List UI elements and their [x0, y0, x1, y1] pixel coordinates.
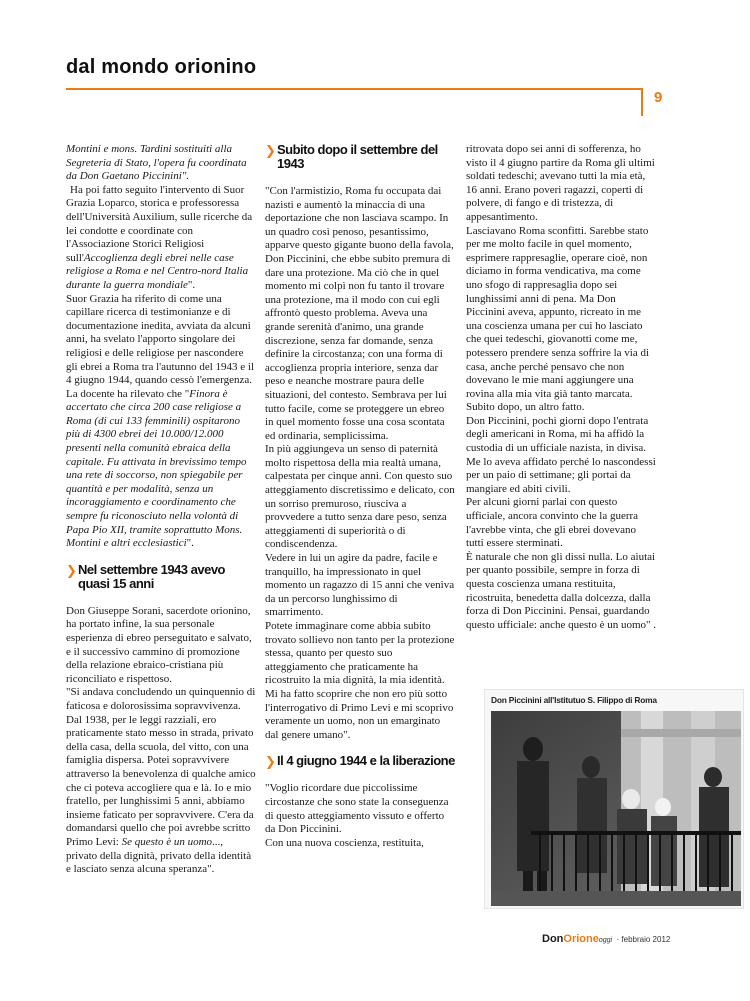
page-number: 9	[654, 89, 663, 106]
footer-brand	[542, 929, 670, 947]
col1-paragraph-3: Suor Grazia ha riferito di come una capillare ricerca di testimonianze e di documentazione inedita, avviata da alcuni anni, ha svelato l'apporto singolare dei religiosi e delle religiose per nascondere gli ebrei a Roma tra l'autunno del 1943 e il 4 giugno 1944, quando cessò l'emergenza.	[66, 292, 255, 387]
col1-p2-italic: Accoglienza degli ebrei nelle case religiose a Roma e nel Centro-nord Italia durante la guerra mondiale	[66, 251, 249, 291]
col2-paragraph-2: In più aggiungeva un senso di paternità molto rispettosa della mia realtà umana, calpestata per cinque anni. Con questo suo atteggiamento discretissimo e delicato, con un sorriso premuroso, riusciva a provvedere a tutto senza dare peso, senza atteggiamenti di superiorità o di condiscendenza.	[265, 443, 455, 551]
photo-caption: Don Piccinini all'Istitutuo S. Filippo di Roma	[491, 695, 657, 705]
column-1	[66, 143, 256, 877]
issue-date: · febbraio 2012	[616, 935, 671, 944]
chevron-right-icon: ❯	[265, 143, 276, 158]
brand-don: Don	[542, 933, 564, 945]
col2-paragraph-3: Vedere in lui un agire da padre, facile e tranquillo, ha impressionato in quel momento un ragazzo di 15 anni che veniva da un percorso lunghissimo di smarrimento.	[265, 552, 455, 619]
chevron-right-icon: ❯	[265, 754, 276, 770]
section-title: dal mondo orionino	[66, 56, 257, 78]
col2-paragraph-6: "Voglio ricordare due piccolissime circostanze che sono state la conseguenza di questo atteggiamento vissuto e offerto da Don Piccinini.	[265, 782, 449, 836]
column-2	[265, 143, 455, 850]
subheading-4-giugno-1944	[265, 754, 455, 768]
photo-box	[484, 689, 744, 909]
col1-p6-italic: Se questo è un uomo	[121, 835, 213, 848]
col2-paragraph-4: Potete immaginare come abbia subito trovato sollievo non tanto per la protezione stessa, quanto per questo suo atteggiamento che praticamente ha ricostruito la mia dignità, la mia identità.	[265, 620, 455, 687]
subheading-settembre-1943	[66, 563, 256, 591]
col1-paragraph-6	[66, 686, 256, 876]
col3-paragraph-4: Per alcuni giorni parlai con questo ufficiale, ancora convinto che la guerra l'avrebbe vinta, che gli ebrei dovevano tutti essere sterminati.	[466, 496, 639, 550]
col1-p4-text: La docente ha rilevato che "	[66, 387, 190, 400]
col1-p2-end: ".	[187, 278, 196, 291]
col3-paragraph-3: Don Piccinini, pochi giorni dopo l'entrata degli americani in Roma, mi ha affidò la custodia di un ufficiale nazista, in divisa. Me lo aveva affidato perché lo nascondessi per un paio di settimane; gli portai da mangiare ed abiti civili.	[466, 414, 656, 495]
col1-paragraph-5: Don Giuseppe Sorani, sacerdote orionino, ha portato infine, la sua personale esperienza di ebreo perseguitato e salvato, e il successivo cammino di promozione della relazione ebraico-cristiana più riconciliato e rispettoso.	[66, 604, 252, 685]
column-3	[466, 143, 656, 632]
col1-paragraph-4	[66, 388, 256, 551]
header-rule	[66, 88, 643, 90]
subheading-text: Nel settembre 1943 avevo quasi 15 anni	[78, 561, 225, 591]
col3-paragraph-5: È naturale che non gli dissi nulla. Lo aiutai per quanto possibile, sempre in forza di questa coscienza umana restituita, ricostruita, benedetta dalla dolcezza, dalla forza di Don Piccinini. Pensai, guardando questo ufficiale: anche questo è un uomo" .	[466, 550, 657, 631]
col1-paragraph-1: Montini e mons. Tardini sostituiti alla Segreteria di Stato, l'opera fu coordinata da Don Gaetano Piccinini".	[66, 143, 247, 183]
brand-oggi: oggi	[598, 937, 613, 944]
subheading-subito-dopo	[265, 143, 455, 171]
chevron-right-icon: ❯	[66, 562, 77, 578]
col1-p6-text: "Si andava concludendo un quinquennio di faticosa e dolorosissima sopravvivenza. Dal 1938, per le leggi razziali, ero praticamente stato messo in strada, privato della casa, della scuola, del vitto, con una famiglia dispersa. Potei sopravvivere attraverso la benevolenza di qualche amico che ci poteva accogliere qua e là. Io e mio fratello, per lunghissimi 5 anni, abbiamo insieme faticato per sopravvivere. C'era da domandarsi quello che poi avrebbe scritto Primo Levi:	[66, 686, 256, 848]
subheading-text: Il 4 giugno 1944 e la liberazione	[277, 753, 455, 769]
col1-p2-text: Ha poi fatto seguito l'intervento di Suor Grazia Loparco, storica e professoressa dell'Università Auxilium, sulle ricerche da lei condotte e coordinate con l'Associazione Storici Religiosi sull'	[66, 183, 253, 264]
col2-paragraph-1: "Con l'armistizio, Roma fu occupata dai nazisti e aumentò la minaccia di una deportazione che non lasciava scampo. In un quadro così penoso, pesantissimo, apparve questo gigante buono della favola, Don Piccinini, che ebbe subito premura di dare una protezione. Ma ciò che in quel momento mi colpì non fu tanto il trovare una protezione, ma il modo con cui egli affrontò questo problema. Aveva una grande serenità d'animo, una grande discrezione, senza far domande, senza definire la circostanza; con una forma di accoglienza propria interiore, senza dar peso e neanche mostrare paura delle situazioni, del contesto. Sembrava per lui tutto facile, come se proteggere un ebreo in quel momento fosse una cosa scontata ed ordinaria, semplicissima.	[265, 185, 454, 442]
header-rule-vertical	[641, 88, 643, 116]
col3-paragraph-2: Lasciavano Roma sconfitti. Sarebbe stato per me molto facile in quel momento, esprimere rappresaglie, operare cioè, non diciamo in forma vendicativa, ma come uno sfogo di rappresaglia dopo sei lunghissimi anni di pena. Ma Don Piccinini aveva, appunto, ricreato in me una coscienza umana per cui ho lasciato che quei tedeschi, giovanotti come me, potessero prendere senza soffrire la via di casa, anche perché pensavo che non dovevano le mie mani aggiungere una rovina alla mia vita già tanto marcata. Subito dopo, un altro fatto.	[466, 224, 650, 414]
col2-paragraph-5: Mi ha fatto scoprire che non ero più sotto l'interrogativo di Primo Levi e mi scoprivo veramente un uomo, non un emarginato dal genere umano".	[265, 687, 454, 741]
brand-orione: Orione	[563, 933, 599, 945]
subheading-text: Subito dopo il settembre del 1943	[277, 142, 438, 171]
col1-paragraph-2	[66, 184, 256, 293]
col1-p6-end: ..., privato della dignità, privato della identità e lasciato senza alcuna speranza".	[66, 835, 252, 876]
col1-p4-end: ".	[186, 537, 194, 550]
col3-paragraph-1: ritrovata dopo sei anni di sofferenza, ho visto il 4 giugno partire da Roma gli ultimi soldati tedeschi; avevano tutti la mia età, 16 anni. Erano poveri ragazzi, coperti di polvere, di fango e di tristezza, di appesantimento.	[466, 143, 655, 223]
historical-photo	[491, 711, 741, 906]
col1-p4-italic: Finora è accertato che circa 200 case religiose a Roma (di cui 133 femminili) ospitarono più di 4300 ebrei dei 10.000/12.000 presenti nella comunità ebraica della capitale. Fu attivata in brevissimo tempo una rete di soccorso, non spiegabile per quantità e per modalità, senza un incoraggiamento e coordinamento che sempre fu riconosciuto nella volontà di Papa Pio XII, tramite soprattutto Mons. Montini e altri ecclesiastici	[66, 387, 247, 550]
col2-paragraph-7: Con una nuova coscienza, restituita,	[265, 836, 424, 849]
